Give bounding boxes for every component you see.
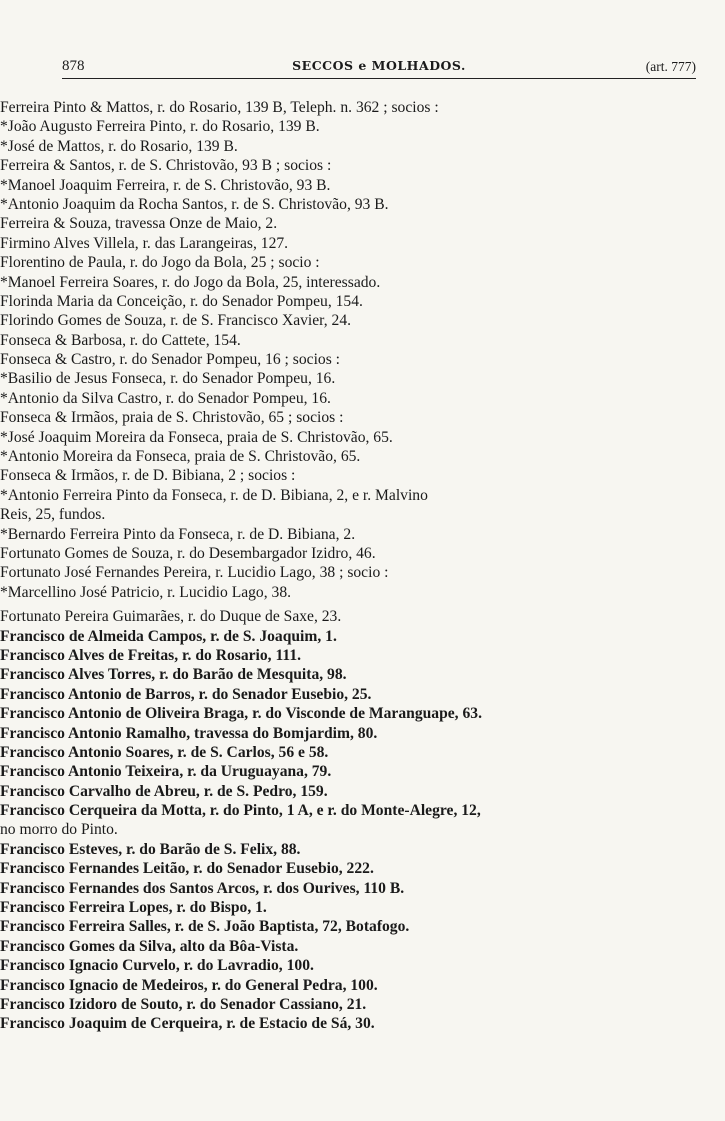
entry-text: Florindo Gomes de Souza, r. de S. Francisco Xavier, 24. [0, 312, 352, 330]
directory-entry [0, 840, 725, 859]
directory-entry [0, 898, 725, 917]
directory-entry [0, 311, 725, 330]
directory-entry [0, 646, 725, 665]
entry-text: *Manoel Joaquim Ferreira, r. de S. Christovão, 93 B. [0, 176, 331, 194]
directory-entry [0, 879, 725, 898]
entry-text: Francisco Joaquim de Cerqueira, r. de Estacio de Sá, 30. [0, 1015, 375, 1033]
directory-entry [0, 98, 725, 117]
entry-text: *José Joaquim Moreira da Fonseca, praia de S. Christovão, 65. [0, 428, 393, 446]
article-reference: (art. 777) [645, 59, 696, 74]
partner-entry [0, 428, 725, 447]
entry-text: Reis, 25, fundos. [0, 506, 106, 524]
entry-text: *Manoel Ferreira Soares, r. do Jogo da Bola, 25, interessado. [0, 273, 381, 291]
entry-text: Fonseca & Irmãos, praia de S. Christovão, 65 ; socios : [0, 409, 344, 427]
directory-entry [0, 704, 725, 723]
entry-text: Francisco Antonio de Barros, r. do Senador Eusebio, 25. [0, 685, 372, 703]
directory-entry [0, 544, 725, 563]
directory-entry [0, 408, 725, 427]
entry-text: Florentino de Paula, r. do Jogo da Bola, 25 ; socio : [0, 254, 320, 272]
entry-text: Francisco Alves Torres, r. do Barão de Mesquita, 98. [0, 666, 347, 684]
directory-entry [0, 762, 725, 781]
page-number: 878 [62, 58, 85, 74]
page-title: SECCOS e MOLHADOS. [292, 58, 466, 73]
directory-entry [0, 782, 725, 801]
entry-text: Francisco Fernandes dos Santos Arcos, r. dos Ourives, 110 B. [0, 879, 405, 897]
directory-entry [0, 820, 725, 839]
entry-text: Francisco Antonio Soares, r. de S. Carlos, 56 e 58. [0, 743, 329, 761]
partner-entry [0, 525, 725, 544]
entry-text: Francisco de Almeida Campos, r. de S. Joaquim, 1. [0, 627, 337, 645]
partner-entry [0, 176, 725, 195]
entry-text: *Marcellino José Patricio, r. Lucidio Lago, 38. [0, 583, 292, 601]
partner-entry [0, 389, 725, 408]
directory-entry [0, 956, 725, 975]
entry-text: Francisco Ignacio Curvelo, r. do Lavradio, 100. [0, 957, 314, 975]
entry-text: Francisco Gomes da Silva, alto da Bôa-Vista. [0, 937, 299, 955]
directory-entry [0, 253, 725, 272]
partner-entry [0, 137, 725, 156]
entry-text: *Bernardo Ferreira Pinto da Fonseca, r. de D. Bibiana, 2. [0, 525, 356, 543]
directory-entry [0, 976, 725, 995]
directory-entry [0, 859, 725, 878]
directory-entry [0, 214, 725, 233]
entry-text: Ferreira & Santos, r. de S. Christovão, 93 B ; socios : [0, 157, 332, 175]
directory-entry [0, 607, 725, 626]
entry-text: Francisco Ferreira Lopes, r. do Bispo, 1. [0, 899, 267, 917]
directory-entry [0, 917, 725, 936]
entry-text: Ferreira & Souza, travessa Onze de Maio, 2. [0, 215, 278, 233]
partner-entry [0, 583, 725, 602]
entry-text: Fonseca & Barbosa, r. do Cattete, 154. [0, 331, 241, 349]
entry-text: *João Augusto Ferreira Pinto, r. do Rosario, 139 B. [0, 118, 320, 136]
entry-text: *Antonio da Silva Castro, r. do Senador Pompeu, 16. [0, 389, 331, 407]
entry-text: *Antonio Ferreira Pinto da Fonseca, r. de D. Bibiana, 2, e r. Malvino [0, 486, 428, 504]
entry-text: *José de Mattos, r. do Rosario, 139 B. [0, 137, 238, 155]
entry-text: Fortunato Pereira Guimarães, r. do Duque de Saxe, 23. [0, 608, 342, 626]
directory-entry [0, 156, 725, 175]
entry-text: Francisco Esteves, r. do Barão de S. Felix, 88. [0, 840, 301, 858]
entry-text: Francisco Izidoro de Souto, r. do Senador Cassiano, 21. [0, 995, 367, 1013]
entry-text: Fonseca & Irmãos, r. de D. Bibiana, 2 ; socios : [0, 467, 296, 485]
entry-text: Francisco Antonio Teixeira, r. da Uruguayana, 79. [0, 763, 332, 781]
directory-entry [0, 466, 725, 485]
partner-entry [0, 273, 725, 292]
entry-text: Fortunato Gomes de Souza, r. do Desembargador Izidro, 46. [0, 544, 376, 562]
directory-entry [0, 563, 725, 582]
directory-entry [0, 743, 725, 762]
entry-text: Ferreira Pinto & Mattos, r. do Rosario, 139 B, Teleph. n. 362 ; socios : [0, 99, 439, 116]
directory-entry [0, 627, 725, 646]
directory-entry [0, 1014, 725, 1033]
entry-text: *Antonio Joaquim da Rocha Santos, r. de S. Christovão, 93 B. [0, 195, 389, 213]
entry-text: Francisco Cerqueira da Motta, r. do Pinto, 1 A, e r. do Monte-Alegre, 12, [0, 802, 481, 820]
entry-text: no morro do Pinto. [0, 821, 118, 839]
entry-text: Francisco Carvalho de Abreu, r. de S. Pedro, 159. [0, 782, 328, 800]
entry-text: Francisco Ignacio de Medeiros, r. do General Pedra, 100. [0, 976, 378, 994]
entry-text: Fonseca & Castro, r. do Senador Pompeu, 16 ; socios : [0, 351, 341, 369]
directory-entry [0, 685, 725, 704]
entry-text: Francisco Ferreira Salles, r. de S. João Baptista, 72, Botafogo. [0, 918, 410, 936]
directory-entry [0, 995, 725, 1014]
entry-text: Florinda Maria da Conceição, r. do Senador Pompeu, 154. [0, 292, 363, 310]
directory-entry [0, 505, 725, 524]
entry-text: Fortunato José Fernandes Pereira, r. Lucidio Lago, 38 ; socio : [0, 564, 389, 582]
entry-text: Firmino Alves Villela, r. das Larangeiras, 127. [0, 234, 289, 252]
entry-text: Francisco Fernandes Leitão, r. do Senador Eusebio, 222. [0, 860, 374, 878]
partner-entry [0, 195, 725, 214]
directory-entries [0, 98, 725, 1034]
directory-entry [0, 801, 725, 820]
directory-entry [0, 350, 725, 369]
entry-text: *Basilio de Jesus Fonseca, r. do Senador Pompeu, 16. [0, 370, 336, 388]
partner-entry [0, 486, 725, 505]
entry-text: Francisco Alves de Freitas, r. do Rosario, 111. [0, 646, 302, 664]
directory-entry [0, 331, 725, 350]
directory-entry [0, 937, 725, 956]
entry-text: *Antonio Moreira da Fonseca, praia de S. Christovão, 65. [0, 448, 361, 466]
entry-text: Francisco Antonio Ramalho, travessa do Bomjardim, 80. [0, 724, 378, 742]
directory-entry [0, 665, 725, 684]
partner-entry [0, 447, 725, 466]
page-header [62, 56, 696, 79]
partner-entry [0, 369, 725, 388]
directory-entry [0, 724, 725, 743]
partner-entry [0, 117, 725, 136]
directory-entry [0, 292, 725, 311]
directory-entry [0, 234, 725, 253]
entry-text: Francisco Antonio de Oliveira Braga, r. do Visconde de Maranguape, 63. [0, 705, 482, 723]
